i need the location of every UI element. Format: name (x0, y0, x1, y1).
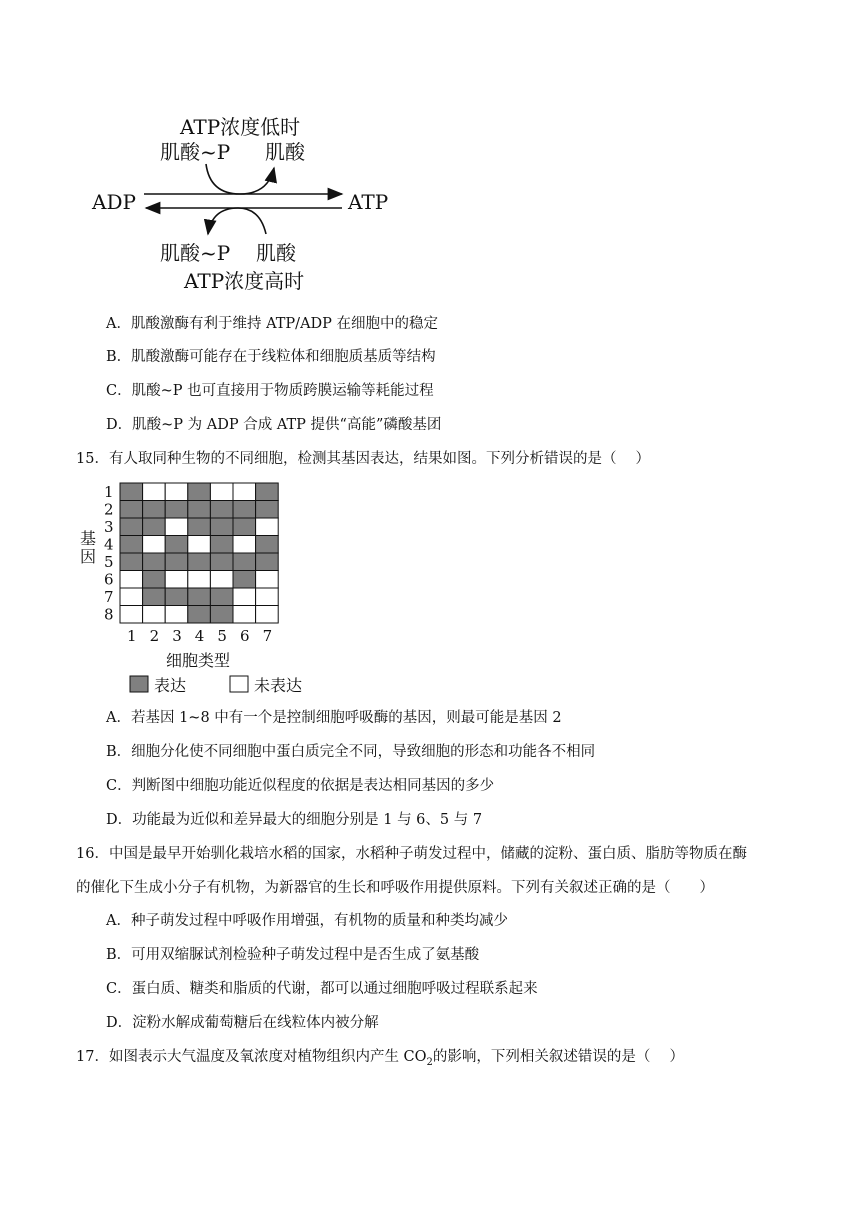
grid-cell (143, 606, 166, 624)
grid-cell (233, 501, 256, 519)
grid-cell (233, 571, 256, 589)
q16-option-c: C．蛋白质、糖类和脂质的代谢，都可以通过细胞呼吸过程联系起来 (106, 981, 538, 997)
grid-col-label: 5 (217, 627, 227, 645)
grid-cell (233, 518, 256, 536)
q15-option-c: C．判断图中细胞功能近似程度的依据是表达相同基因的多少 (106, 778, 495, 794)
grid-ylabel-char2: 因 (80, 547, 97, 566)
grid-row-label: 6 (104, 570, 114, 589)
q16-stem-line1: 16．中国是最早开始驯化栽培水稻的国家，水稻种子萌发过程中，储藏的淀粉、蛋白质、脂肪等物质在酶 (76, 846, 747, 862)
grid-cell (120, 536, 143, 554)
q16-option-b: B．可用双缩脲试剂检验种子萌发过程中是否生成了氨基酸 (106, 947, 480, 963)
grid-cell (233, 536, 256, 554)
grid-cell (256, 588, 279, 606)
q17-stem-sub: 2 (426, 1056, 433, 1068)
grid-cell (120, 518, 143, 536)
grid-cell (210, 501, 233, 519)
q14-option-b: B．肌酸激酶可能存在于线粒体和细胞质基质等结构 (106, 349, 436, 365)
grid-cell (210, 518, 233, 536)
grid-cell (256, 483, 279, 501)
grid-col-label: 6 (240, 627, 250, 645)
grid-cell (143, 536, 166, 554)
grid-col-label: 4 (194, 627, 205, 645)
legend-not-label: 未表达 (254, 676, 303, 695)
grid-cell (188, 536, 211, 554)
grid-cell (233, 553, 256, 571)
q15-stem: 15．有人取同种生物的不同细胞，检测其基因表达，结果如图。下列分析错误的是（ ） (76, 451, 651, 467)
grid-cell (120, 588, 143, 606)
q17-stem (76, 1047, 684, 1073)
legend-expressed-swatch (130, 676, 148, 692)
q17-stem-b: 的影响，下列相关叙述错误的是（ ） (432, 1049, 685, 1065)
grid-cell (210, 571, 233, 589)
grid-row-label: 7 (104, 588, 114, 606)
grid-cell (188, 553, 211, 571)
grid-cell (256, 501, 279, 519)
grid-ylabel-char1: 基 (80, 529, 97, 548)
grid-row-label: 5 (104, 553, 114, 571)
grid-cell (188, 571, 211, 589)
adp-label: ADP (92, 190, 136, 214)
grid-cell (188, 518, 211, 536)
grid-cell (210, 606, 233, 624)
grid-cell (256, 606, 279, 624)
gene-expression-grid (76, 478, 326, 700)
grid-cell (165, 501, 188, 519)
grid-cell (143, 518, 166, 536)
top-condition-label: ATP浓度低时 (180, 115, 301, 139)
grid-row-label: 3 (104, 518, 114, 536)
grid-row-label: 1 (104, 483, 114, 501)
q14-option-d: D．肌酸~P 为 ADP 合成 ATP 提供“高能”磷酸基团 (106, 417, 442, 433)
grid-cell (165, 483, 188, 501)
grid-cell (120, 553, 143, 571)
q15-option-a: A．若基因 1~8 中有一个是控制细胞呼吸酶的基因，则最可能是基因 2 (106, 710, 562, 726)
grid-cell (233, 588, 256, 606)
grid-cell (256, 536, 279, 554)
q17-stem-a: 17．如图表示大气温度及氧浓度对植物组织内产生 CO (76, 1049, 427, 1065)
top-curve-arrow (206, 164, 274, 194)
grid-cell (143, 553, 166, 571)
grid-cell (210, 588, 233, 606)
grid-cell (165, 571, 188, 589)
grid-row-label: 4 (104, 535, 114, 554)
grid-cell (256, 553, 279, 571)
bottom-curve-arrow (208, 208, 266, 234)
grid-cell (233, 606, 256, 624)
grid-cell (165, 536, 188, 554)
grid-cell (188, 606, 211, 624)
grid-cell (165, 553, 188, 571)
q16-stem-line2: 的催化下生成小分子有机物，为新器官的生长和呼吸作用提供原料。下列有关叙述正确的是（ ） (76, 880, 714, 896)
grid-cell (210, 483, 233, 501)
bottom-condition-label: ATP浓度高时 (184, 269, 305, 293)
q14-option-c: C．肌酸~P 也可直接用于物质跨膜运输等耗能过程 (106, 383, 434, 399)
grid-xlabel: 细胞类型 (166, 651, 231, 670)
grid-cell (120, 606, 143, 624)
grid-col-label: 1 (127, 627, 137, 645)
q16-option-a: A．种子萌发过程中呼吸作用增强，有机物的质量和种类均减少 (106, 913, 508, 929)
grid-row-label: 8 (104, 605, 114, 624)
grid-cell (165, 518, 188, 536)
atp-adp-diagram (80, 108, 410, 298)
grid-cell (256, 571, 279, 589)
grid-cell (188, 501, 211, 519)
grid-cell (120, 501, 143, 519)
grid-cell (143, 501, 166, 519)
top-left-label: 肌酸~P (160, 140, 231, 164)
grid-cell (188, 588, 211, 606)
grid-cell (120, 483, 143, 501)
q16-option-d: D．淀粉水解成葡萄糖后在线粒体内被分解 (106, 1015, 379, 1031)
bottom-right-label: 肌酸 (256, 241, 296, 265)
grid-cell (188, 483, 211, 501)
grid-cell (165, 606, 188, 624)
grid-row-label: 2 (104, 500, 114, 519)
grid-cell (210, 553, 233, 571)
q15-option-b: B．细胞分化使不同细胞中蛋白质完全不同，导致细胞的形态和功能各不相同 (106, 744, 596, 760)
grid-cell (143, 483, 166, 501)
grid-cell (210, 536, 233, 554)
atp-label: ATP (348, 190, 389, 214)
grid-col-label: 2 (149, 627, 160, 645)
bottom-left-label: 肌酸~P (160, 241, 231, 265)
grid-cell (120, 571, 143, 589)
grid-cell (143, 588, 166, 606)
q15-option-d: D．功能最为近似和差异最大的细胞分别是 1 与 6、5 与 7 (106, 812, 483, 828)
grid-cell (233, 483, 256, 501)
legend-not-swatch (230, 676, 248, 692)
grid-cell (256, 518, 279, 536)
grid-cell (165, 588, 188, 606)
legend-expressed-label: 表达 (154, 676, 187, 695)
grid-cell (143, 571, 166, 589)
grid-col-label: 3 (172, 627, 182, 645)
q14-option-a: A．肌酸激酶有利于维持 ATP/ADP 在细胞中的稳定 (106, 316, 439, 332)
top-right-label: 肌酸 (265, 140, 305, 164)
grid-col-label: 7 (262, 627, 273, 645)
